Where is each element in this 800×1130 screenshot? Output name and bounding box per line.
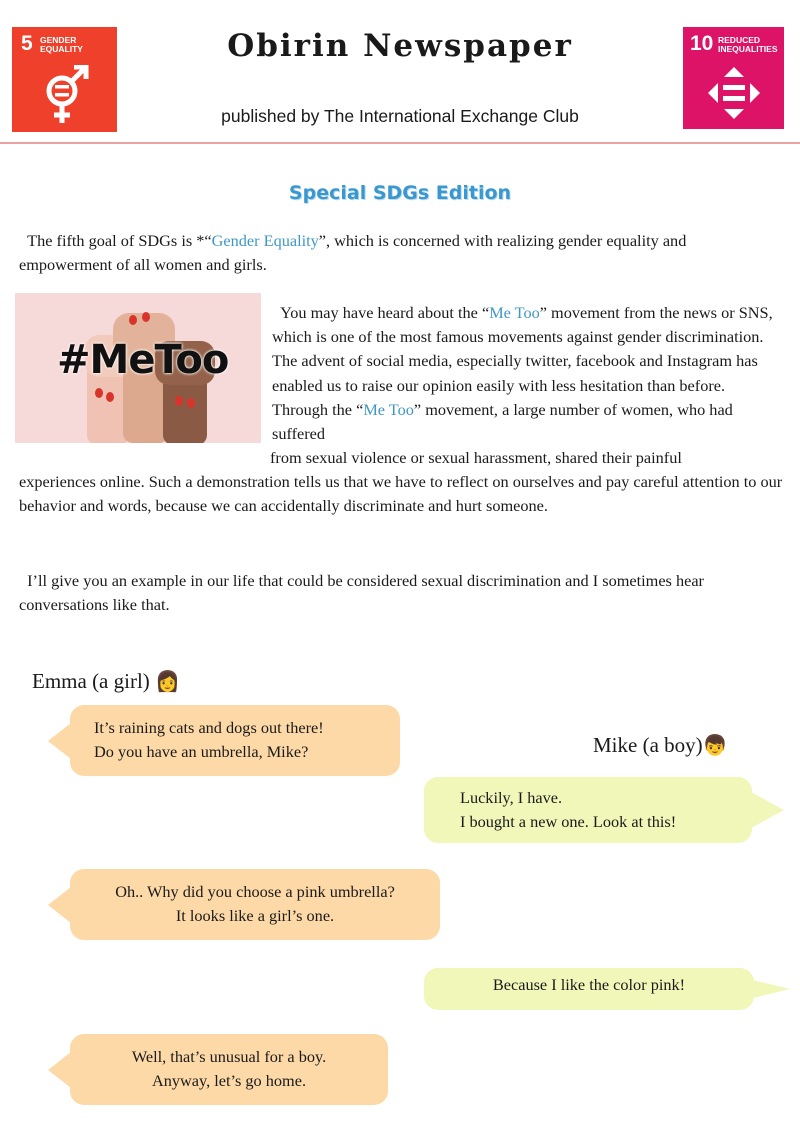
speech-bubble-emma-3 <box>70 1034 388 1105</box>
bubble-tail <box>48 887 71 923</box>
metoo-paragraph-top <box>272 301 782 470</box>
metoo-text-3: ” movement, a large number of women, who had suffered <box>272 399 733 444</box>
intro-text-start: The fifth goal of SDGs is *“ <box>27 231 212 250</box>
speaker-mike <box>593 733 728 758</box>
speaker-emma <box>32 669 180 694</box>
speech-bubble-mike-2 <box>424 968 754 1010</box>
bubble-line-2: It looks like a girl’s one. <box>175 906 335 926</box>
metoo-text-4: from sexual violence or sexual harassment, shared their painful <box>270 448 682 468</box>
metoo-paragraph-bottom: experiences online. Such a demonstration tells us that we have to reflect on ourselves and pay careful attention to our behavior and words, because we can accidentally discriminate and hurt someone. <box>19 472 783 516</box>
speech-bubble-emma-2 <box>70 869 440 940</box>
woman-emoji-icon: 👩 <box>155 671 180 693</box>
sdg-10-label: REDUCED INEQUALITIES <box>718 35 778 54</box>
bubble-line-1: Because I like the color pink! <box>492 975 686 994</box>
gender-equality-icon <box>42 65 92 127</box>
newspaper-title: Obirin Newspaper <box>227 28 573 64</box>
sdg-5-badge <box>12 27 117 132</box>
bubble-tail <box>48 1052 71 1088</box>
example-paragraph <box>19 569 784 617</box>
bubble-tail <box>48 723 71 759</box>
sdg-10-number: 10 <box>690 32 714 55</box>
boy-emoji-icon: 👦 <box>702 735 728 757</box>
sdg-5-label: GENDER EQUALITY <box>40 35 83 54</box>
bubble-line-2: Anyway, let’s go home. <box>151 1071 307 1091</box>
bubble-line-1: It’s raining cats and dogs out there! <box>94 718 324 737</box>
bubble-tail <box>751 792 784 828</box>
metoo-highlight-2: Me Too <box>363 399 414 419</box>
bubble-line-1: Well, that’s unusual for a boy. <box>131 1047 327 1066</box>
bubble-line-1: Luckily, I have. <box>460 788 563 807</box>
intro-text-end: ”, which is concerned with realizing gender equality and empowerment of all women and girls. <box>19 231 687 275</box>
metoo-text-2: ” movement from the news or SNS, which is one of the most famous movements against gender discrimination. The advent of social media, especially twitter, facebook and Instagram has enabled us to raise our opinion easily with less hesitation than before. Through the “ <box>272 303 773 419</box>
bubble-line-2: Do you have an umbrella, Mike? <box>94 742 309 762</box>
reduced-inequalities-icon <box>706 65 762 121</box>
newspaper-subtitle: published by The International Exchange Club <box>221 106 579 126</box>
sdg-5-number: 5 <box>21 32 33 55</box>
metoo-hashtag: #MeToo <box>57 337 229 383</box>
intro-paragraph <box>19 229 779 277</box>
sdg-10-badge <box>683 27 784 129</box>
speaker-emma-label: Emma (a girl) <box>32 669 150 693</box>
metoo-text-1: You may have heard about the “ <box>280 303 490 322</box>
speaker-mike-label: Mike (a boy) <box>593 733 703 757</box>
bubble-line-2: I bought a new one. Look at this! <box>460 812 677 832</box>
speech-bubble-emma-1 <box>70 705 400 776</box>
example-text: I’ll give you an example in our life that could be considered sexual discrimination and I sometimes hear conversations like that. <box>19 571 704 615</box>
metoo-image <box>15 293 261 443</box>
edition-heading: Special SDGs Edition <box>288 182 512 204</box>
speech-bubble-mike-1 <box>424 777 752 843</box>
bubble-tail <box>753 980 790 998</box>
gender-equality-highlight: Gender Equality <box>211 231 319 250</box>
bubble-line-1: Oh.. Why did you choose a pink umbrella? <box>115 882 395 901</box>
metoo-highlight-1: Me Too <box>489 303 540 322</box>
header-divider <box>0 142 800 144</box>
